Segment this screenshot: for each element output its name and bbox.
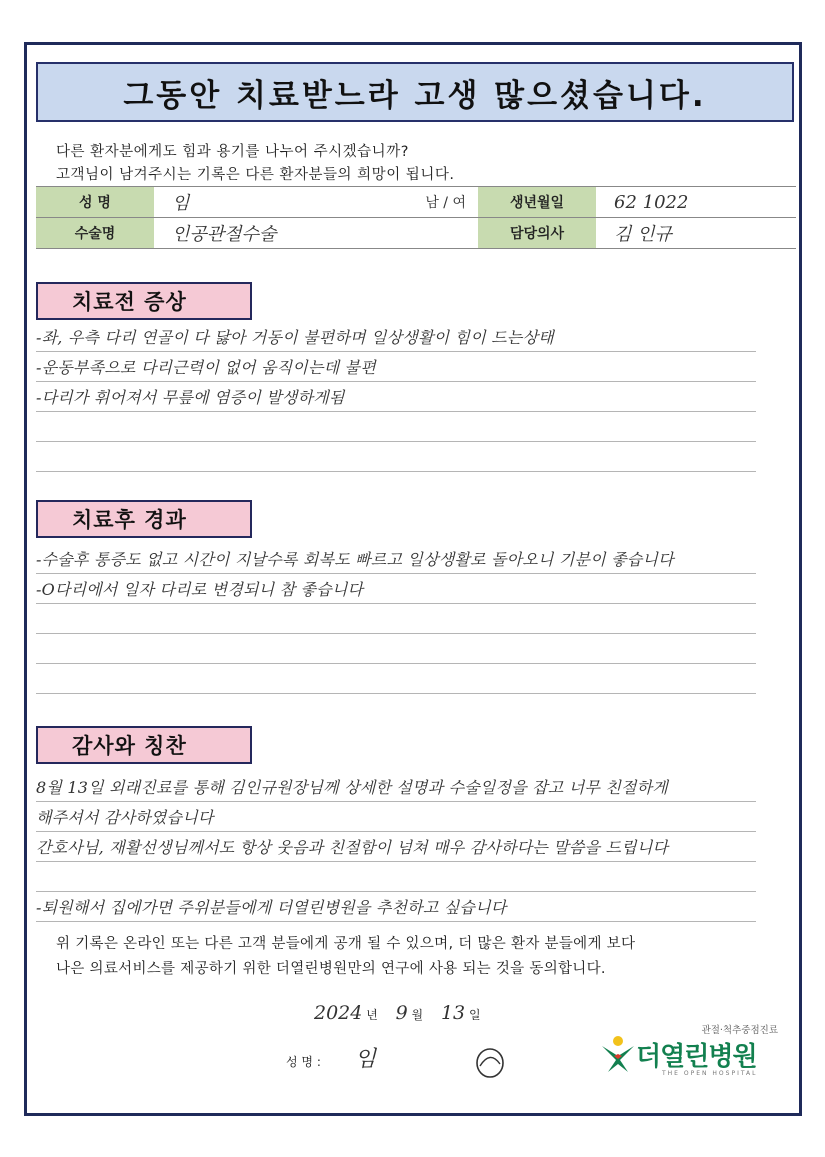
logo-figure-icon: [600, 1034, 636, 1074]
before-line: -다리가 휘어져서 무릎에 염증이 발생하게됨: [36, 388, 345, 407]
consent-line-1: 위 기록은 온라인 또는 다른 고객 분들에게 공개 될 수 있으며, 더 많은 환자 분들에게 보다: [56, 936, 636, 952]
date-month: 9: [395, 1002, 408, 1024]
date-day: 13: [440, 1002, 466, 1024]
date-row: [314, 1002, 481, 1024]
thanks-line: 간호사님, 재활선생님께서도 항상 웃음과 친절함이 넘쳐 매우 감사하다는 말씀을 드립니다: [36, 838, 669, 857]
thanks-line: 8월 13일 외래진료를 통해 김인규원장님께 상세한 설명과 수술일정을 잡고 너무 친절하게: [36, 778, 668, 797]
thanks-line: 해주셔서 감사하였습니다: [36, 808, 214, 827]
date-year: 2024: [314, 1002, 363, 1024]
date-month-unit: 월: [411, 1008, 424, 1022]
date-day-unit: 일: [468, 1008, 481, 1022]
signature-label: 성 명 :: [286, 1055, 321, 1069]
section-after-lines: [36, 544, 756, 694]
seal-mark: [470, 1046, 510, 1080]
surgery-label: 수술명: [36, 218, 154, 249]
surgery-value: 인공관절수술: [154, 218, 478, 249]
intro-line-1: 다른 환자분에게도 힘과 용기를 나누어 주시겠습니까?: [56, 144, 409, 160]
consent-line-2: 나은 의료서비스를 제공하기 위한 더열린병원만의 연구에 사용 되는 것을 동의합니다.: [56, 961, 606, 977]
section-thanks-lines: [36, 772, 756, 922]
doctor-value: 김 인규: [596, 218, 796, 249]
logo-english: THE OPEN HOSPITAL: [662, 1070, 758, 1077]
form-title: 그동안 치료받느라 고생 많으셨습니다.: [36, 62, 794, 122]
name-label: 성 명: [36, 187, 154, 218]
after-line: -수술후 통증도 없고 시간이 지날수록 회복도 빠르고 일상생활로 돌아오니 기분이 좋습니다: [36, 550, 674, 569]
signature-value: 임: [354, 1047, 376, 1072]
section-before-title: 치료전 증상: [36, 282, 252, 320]
name-value: 임: [154, 187, 362, 218]
birth-label: 생년월일: [478, 187, 596, 218]
after-line: -O다리에서 일자 다리로 변경되니 참 좋습니다: [36, 580, 364, 599]
section-thanks-title: 감사와 칭찬: [36, 726, 252, 764]
signature-row: [286, 1042, 510, 1080]
section-before-lines: [36, 322, 756, 472]
logo-name: 더열린병원: [636, 1042, 757, 1072]
birth-value: 62 1022: [596, 187, 796, 218]
thanks-line: -퇴원해서 집에가면 주위분들에게 더열린병원을 추천하고 싶습니다: [36, 898, 507, 917]
before-line: -운동부족으로 다리근력이 없어 움직이는데 불편: [36, 358, 376, 377]
patient-info-table: [36, 186, 796, 249]
section-after-title: 치료후 경과: [36, 500, 252, 538]
doctor-label: 담당의사: [478, 218, 596, 249]
hospital-logo: [600, 1022, 778, 1082]
date-year-unit: 년: [366, 1008, 378, 1022]
before-line: -좌, 우측 다리 연골이 다 닳아 거동이 불편하며 일상생활이 힘이 드는상태: [36, 328, 554, 347]
sex-field: 남 / 여: [362, 187, 478, 218]
logo-tagline: 관절·척추중점진료: [701, 1025, 778, 1036]
intro-line-2: 고객님이 남겨주시는 기록은 다른 환자분들의 희망이 됩니다.: [56, 167, 455, 183]
